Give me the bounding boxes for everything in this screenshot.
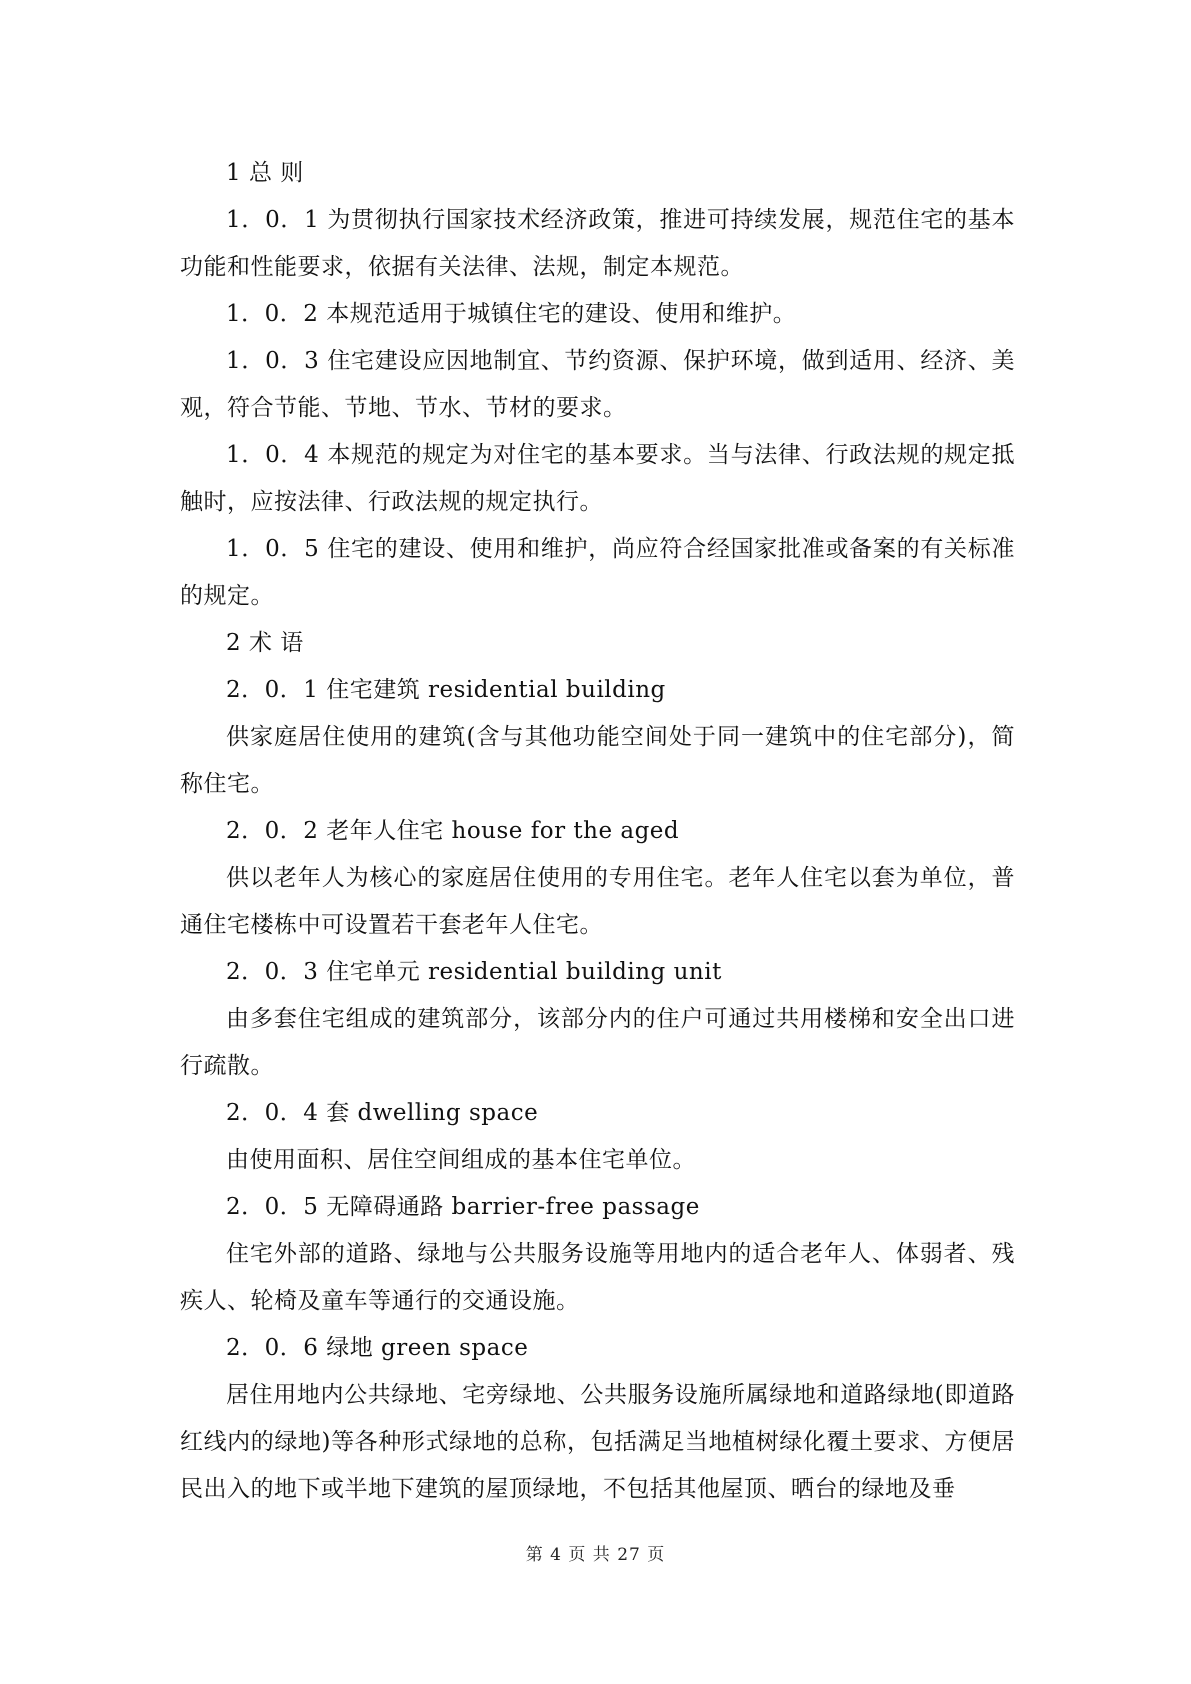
page-footer: 第 4 页 共 27 页 [525, 1545, 666, 1565]
term-heading: 2．0．2 老年人住宅 house for the aged [226, 818, 680, 844]
term-heading: 2．0．4 套 dwelling space [226, 1100, 539, 1126]
chapter-heading: 1 总 则 [226, 160, 304, 186]
document-body [180, 150, 1015, 1513]
clause-paragraph: 1．0．1 为贯彻执行国家技术经济政策，推进可持续发展，规范住宅的基本功能和性能要求，依据有关法律、法规，制定本规范。 [180, 207, 1015, 280]
term-definition: 住宅外部的道路、绿地与公共服务设施等用地内的适合老年人、体弱者、残疾人、轮椅及童车等通行的交通设施。 [180, 1241, 1015, 1314]
clause-paragraph: 1．0．5 住宅的建设、使用和维护，尚应符合经国家批准或备案的有关标准的规定。 [180, 536, 1015, 609]
term-definition: 由多套住宅组成的建筑部分，该部分内的住户可通过共用楼梯和安全出口进行疏散。 [180, 1006, 1015, 1079]
term-definition: 居住用地内公共绿地、宅旁绿地、公共服务设施所属绿地和道路绿地(即道路红线内的绿地)等各种形式绿地的总称，包括满足当地植树绿化覆土要求、方便居民出入的地下或半地下建筑的屋顶绿地，不包括其他屋顶、晒台的绿地及垂 [180, 1382, 1015, 1502]
chapter-heading: 2 术 语 [226, 630, 304, 656]
term-definition: 供以老年人为核心的家庭居住使用的专用住宅。老年人住宅以套为单位，普通住宅楼栋中可设置若干套老年人住宅。 [180, 865, 1015, 938]
term-heading: 2．0．5 无障碍通路 barrier-free passage [226, 1194, 700, 1220]
clause-paragraph: 1．0．3 住宅建设应因地制宜、节约资源、保护环境，做到适用、经济、美观，符合节能、节地、节水、节材的要求。 [180, 348, 1015, 421]
clause-paragraph: 1．0．4 本规范的规定为对住宅的基本要求。当与法律、行政法规的规定抵触时，应按法律、行政法规的规定执行。 [180, 442, 1015, 515]
term-definition: 供家庭居住使用的建筑(含与其他功能空间处于同一建筑中的住宅部分)，简称住宅。 [180, 724, 1015, 797]
term-heading: 2．0．3 住宅单元 residential building unit [226, 959, 722, 985]
term-heading: 2．0．6 绿地 green space [226, 1335, 529, 1361]
clause-paragraph: 1．0．2 本规范适用于城镇住宅的建设、使用和维护。 [226, 301, 797, 327]
term-definition: 由使用面积、居住空间组成的基本住宅单位。 [226, 1147, 696, 1173]
term-heading: 2．0．1 住宅建筑 residential building [226, 677, 666, 703]
